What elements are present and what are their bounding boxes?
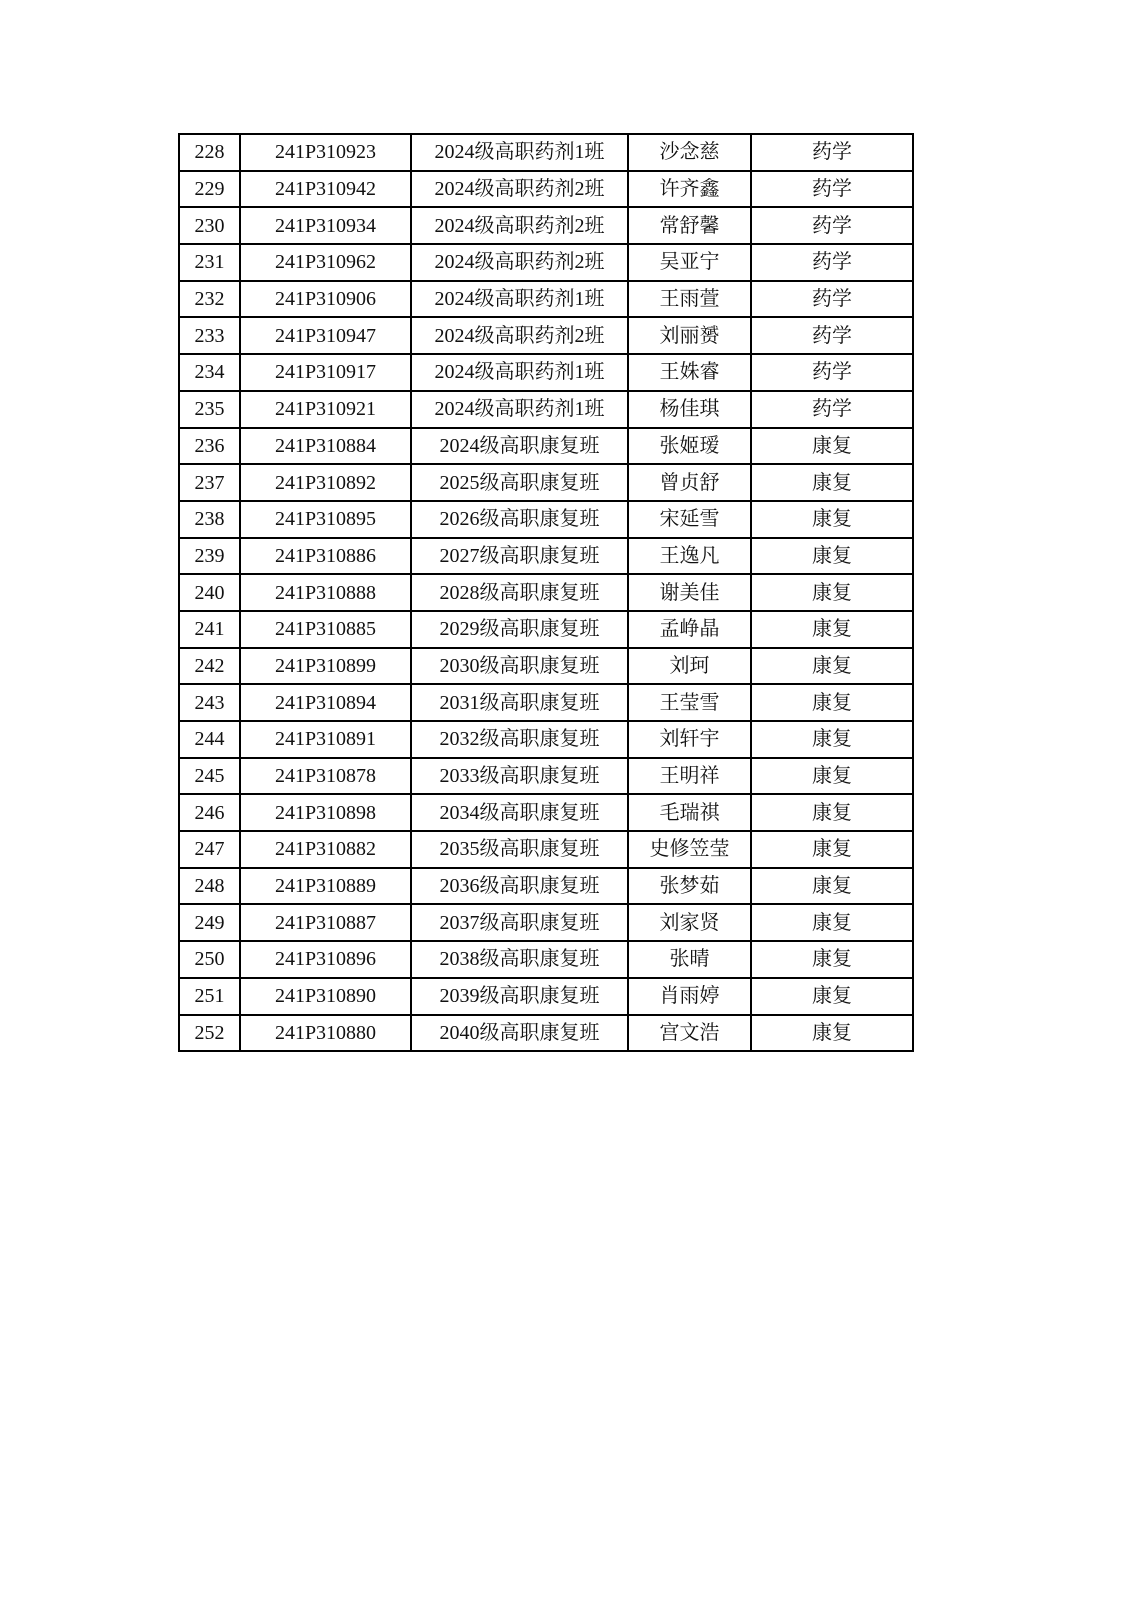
cell-student-name: 刘家贤	[628, 904, 751, 941]
cell-serial-number: 249	[179, 904, 240, 941]
cell-major: 康复	[751, 941, 913, 978]
cell-student-id: 241P310923	[240, 134, 411, 171]
cell-serial-number: 240	[179, 574, 240, 611]
cell-student-id: 241P310894	[240, 684, 411, 721]
cell-student-name: 王逸凡	[628, 538, 751, 575]
cell-student-name: 张梦茹	[628, 868, 751, 905]
cell-serial-number: 248	[179, 868, 240, 905]
cell-student-id: 241P310884	[240, 428, 411, 465]
cell-class: 2024级高职药剂1班	[411, 134, 628, 171]
student-roster-table	[178, 133, 914, 1052]
cell-student-name: 史修笠莹	[628, 831, 751, 868]
cell-student-name: 宋延雪	[628, 501, 751, 538]
cell-student-id: 241P310962	[240, 244, 411, 281]
cell-serial-number: 239	[179, 538, 240, 575]
cell-student-name: 宫文浩	[628, 1015, 751, 1052]
cell-major: 药学	[751, 391, 913, 428]
cell-student-name: 曾贞舒	[628, 464, 751, 501]
table-row	[179, 978, 913, 1015]
cell-serial-number: 247	[179, 831, 240, 868]
cell-student-name: 刘丽赟	[628, 317, 751, 354]
cell-class: 2024级高职药剂2班	[411, 207, 628, 244]
cell-student-id: 241P310895	[240, 501, 411, 538]
table-row	[179, 281, 913, 318]
cell-student-id: 241P310934	[240, 207, 411, 244]
cell-student-id: 241P310882	[240, 831, 411, 868]
cell-serial-number: 230	[179, 207, 240, 244]
cell-class: 2035级高职康复班	[411, 831, 628, 868]
cell-class: 2038级高职康复班	[411, 941, 628, 978]
cell-major: 康复	[751, 794, 913, 831]
cell-major: 康复	[751, 648, 913, 685]
cell-major: 康复	[751, 574, 913, 611]
cell-major: 康复	[751, 428, 913, 465]
cell-student-name: 杨佳琪	[628, 391, 751, 428]
cell-class: 2037级高职康复班	[411, 904, 628, 941]
cell-serial-number: 238	[179, 501, 240, 538]
cell-class: 2032级高职康复班	[411, 721, 628, 758]
cell-major: 康复	[751, 978, 913, 1015]
cell-major: 康复	[751, 831, 913, 868]
table-row	[179, 574, 913, 611]
table-row	[179, 868, 913, 905]
table-row	[179, 354, 913, 391]
cell-class: 2024级高职药剂1班	[411, 281, 628, 318]
table-row	[179, 207, 913, 244]
table-row	[179, 538, 913, 575]
cell-major: 康复	[751, 721, 913, 758]
cell-serial-number: 241	[179, 611, 240, 648]
cell-class: 2033级高职康复班	[411, 758, 628, 795]
cell-serial-number: 246	[179, 794, 240, 831]
table-row	[179, 904, 913, 941]
cell-student-id: 241P310886	[240, 538, 411, 575]
cell-student-id: 241P310888	[240, 574, 411, 611]
cell-class: 2029级高职康复班	[411, 611, 628, 648]
cell-student-name: 毛瑞祺	[628, 794, 751, 831]
table-row	[179, 611, 913, 648]
cell-student-id: 241P310898	[240, 794, 411, 831]
cell-major: 康复	[751, 868, 913, 905]
cell-student-id: 241P310942	[240, 171, 411, 208]
cell-major: 药学	[751, 281, 913, 318]
cell-major: 药学	[751, 134, 913, 171]
cell-major: 康复	[751, 758, 913, 795]
table-row	[179, 794, 913, 831]
cell-student-id: 241P310917	[240, 354, 411, 391]
cell-serial-number: 243	[179, 684, 240, 721]
cell-major: 药学	[751, 244, 913, 281]
table-row	[179, 758, 913, 795]
cell-student-name: 吴亚宁	[628, 244, 751, 281]
cell-student-name: 沙念慈	[628, 134, 751, 171]
table-row	[179, 464, 913, 501]
cell-student-id: 241P310899	[240, 648, 411, 685]
cell-major: 康复	[751, 684, 913, 721]
table-row	[179, 684, 913, 721]
cell-serial-number: 237	[179, 464, 240, 501]
cell-major: 药学	[751, 171, 913, 208]
table-row	[179, 648, 913, 685]
table-row	[179, 1015, 913, 1052]
cell-class: 2024级高职康复班	[411, 428, 628, 465]
cell-student-name: 常舒馨	[628, 207, 751, 244]
cell-student-name: 张姬瑷	[628, 428, 751, 465]
table-row	[179, 941, 913, 978]
cell-major: 药学	[751, 207, 913, 244]
cell-student-name: 刘轩宇	[628, 721, 751, 758]
cell-student-id: 241P310878	[240, 758, 411, 795]
cell-student-name: 王雨萱	[628, 281, 751, 318]
cell-class: 2040级高职康复班	[411, 1015, 628, 1052]
cell-major: 康复	[751, 1015, 913, 1052]
table-row	[179, 501, 913, 538]
cell-student-id: 241P310896	[240, 941, 411, 978]
cell-serial-number: 251	[179, 978, 240, 1015]
cell-student-id: 241P310921	[240, 391, 411, 428]
cell-serial-number: 228	[179, 134, 240, 171]
cell-class: 2036级高职康复班	[411, 868, 628, 905]
cell-class: 2025级高职康复班	[411, 464, 628, 501]
cell-major: 药学	[751, 354, 913, 391]
table-row	[179, 134, 913, 171]
cell-student-id: 241P310890	[240, 978, 411, 1015]
cell-student-name: 王明祥	[628, 758, 751, 795]
roster-table-body	[179, 134, 913, 1051]
cell-student-name: 肖雨婷	[628, 978, 751, 1015]
table-row	[179, 428, 913, 465]
cell-serial-number: 231	[179, 244, 240, 281]
cell-serial-number: 236	[179, 428, 240, 465]
cell-serial-number: 244	[179, 721, 240, 758]
cell-student-name: 王姝睿	[628, 354, 751, 391]
cell-major: 康复	[751, 501, 913, 538]
cell-student-id: 241P310947	[240, 317, 411, 354]
table-row	[179, 171, 913, 208]
cell-class: 2024级高职药剂1班	[411, 354, 628, 391]
cell-student-id: 241P310885	[240, 611, 411, 648]
cell-student-id: 241P310887	[240, 904, 411, 941]
cell-major: 康复	[751, 611, 913, 648]
cell-class: 2034级高职康复班	[411, 794, 628, 831]
cell-student-id: 241P310889	[240, 868, 411, 905]
cell-major: 药学	[751, 317, 913, 354]
cell-serial-number: 234	[179, 354, 240, 391]
cell-student-id: 241P310880	[240, 1015, 411, 1052]
cell-class: 2026级高职康复班	[411, 501, 628, 538]
cell-student-name: 孟峥晶	[628, 611, 751, 648]
cell-class: 2039级高职康复班	[411, 978, 628, 1015]
cell-serial-number: 232	[179, 281, 240, 318]
table-row	[179, 831, 913, 868]
table-row	[179, 391, 913, 428]
cell-major: 康复	[751, 464, 913, 501]
table-row	[179, 244, 913, 281]
cell-student-id: 241P310891	[240, 721, 411, 758]
table-row	[179, 317, 913, 354]
table-row	[179, 721, 913, 758]
cell-serial-number: 229	[179, 171, 240, 208]
cell-class: 2028级高职康复班	[411, 574, 628, 611]
cell-student-name: 刘珂	[628, 648, 751, 685]
cell-student-name: 谢美佳	[628, 574, 751, 611]
cell-serial-number: 250	[179, 941, 240, 978]
cell-serial-number: 235	[179, 391, 240, 428]
cell-student-name: 王莹雪	[628, 684, 751, 721]
cell-student-name: 张晴	[628, 941, 751, 978]
cell-class: 2030级高职康复班	[411, 648, 628, 685]
cell-class: 2024级高职药剂2班	[411, 171, 628, 208]
cell-serial-number: 233	[179, 317, 240, 354]
cell-student-id: 241P310892	[240, 464, 411, 501]
cell-class: 2027级高职康复班	[411, 538, 628, 575]
cell-student-name: 许齐鑫	[628, 171, 751, 208]
cell-serial-number: 242	[179, 648, 240, 685]
cell-class: 2024级高职药剂2班	[411, 244, 628, 281]
cell-class: 2024级高职药剂2班	[411, 317, 628, 354]
cell-class: 2031级高职康复班	[411, 684, 628, 721]
cell-serial-number: 252	[179, 1015, 240, 1052]
cell-class: 2024级高职药剂1班	[411, 391, 628, 428]
cell-major: 康复	[751, 538, 913, 575]
cell-major: 康复	[751, 904, 913, 941]
cell-serial-number: 245	[179, 758, 240, 795]
cell-student-id: 241P310906	[240, 281, 411, 318]
